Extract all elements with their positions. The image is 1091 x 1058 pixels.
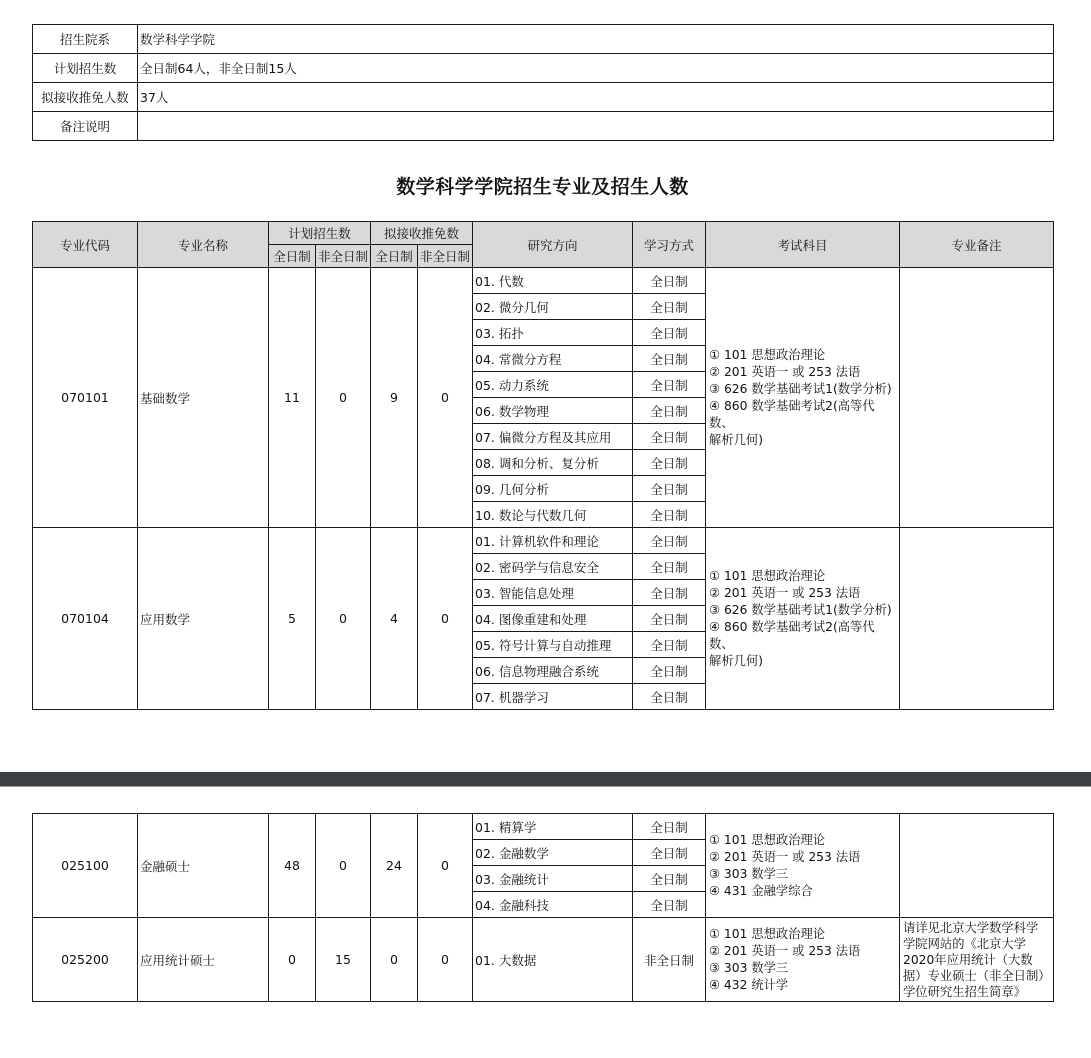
exam-subject-line: ① 101 思想政治理论 [709,347,826,362]
program-name: 应用统计硕士 [138,918,269,1002]
header-exempt: 拟接收推免数 [371,222,473,245]
research-direction: 04. 图像重建和处理 [473,606,633,632]
exam-subject-line: ③ 303 数学三 [709,866,789,881]
exempt-part-count: 0 [418,814,473,918]
exam-subject-line: ① 101 思想政治理论 [709,832,826,847]
program-table-continued [32,813,1054,1002]
exam-subject-line: ② 201 英语一 或 253 法语 [709,849,861,864]
study-mode: 全日制 [633,450,706,476]
info-value [138,112,1054,141]
research-direction: 08. 调和分析、复分析 [473,450,633,476]
plan-part-count: 0 [316,268,371,528]
exempt-full-count: 0 [371,918,418,1002]
exam-subject-line: ② 201 英语一 或 253 法语 [709,585,861,600]
exam-subject-line: ③ 303 数学三 [709,960,789,975]
exam-subjects [706,814,900,918]
research-direction: 10. 数论与代数几何 [473,502,633,528]
exam-subject-line: ④ 860 数学基础考试2(高等代数、 [709,619,875,651]
info-row-department [33,25,1054,54]
plan-full-count: 5 [269,528,316,710]
research-direction: 01. 精算学 [473,814,633,840]
study-mode: 全日制 [633,814,706,840]
program-name: 应用数学 [138,528,269,710]
research-direction: 01. 代数 [473,268,633,294]
info-label: 招生院系 [33,25,138,54]
exempt-part-count: 0 [418,918,473,1002]
program-body-continued [33,814,1054,1002]
program-table [32,221,1054,710]
header-direction: 研究方向 [473,222,633,268]
exam-subject-line: ① 101 思想政治理论 [709,568,826,583]
study-mode: 全日制 [633,658,706,684]
info-row-remarks [33,112,1054,141]
study-mode: 全日制 [633,554,706,580]
exempt-part-count: 0 [418,268,473,528]
program-code: 070101 [33,268,138,528]
research-direction: 04. 常微分方程 [473,346,633,372]
exempt-full-count: 9 [371,268,418,528]
program-name: 金融硕士 [138,814,269,918]
research-direction: 02. 金融数学 [473,840,633,866]
program-body [33,268,1054,710]
study-mode: 全日制 [633,502,706,528]
research-direction: 04. 金融科技 [473,892,633,918]
program-code: 025100 [33,814,138,918]
program-name: 基础数学 [138,268,269,528]
info-label: 拟接收推免人数 [33,83,138,112]
research-direction: 09. 几何分析 [473,476,633,502]
exempt-full-count: 24 [371,814,418,918]
research-direction: 07. 偏微分方程及其应用 [473,424,633,450]
study-mode: 全日制 [633,398,706,424]
study-mode: 全日制 [633,346,706,372]
exam-subject-line: 解析几何) [709,653,764,668]
info-label: 备注说明 [33,112,138,141]
exam-subject-line: 解析几何) [709,432,764,447]
table-row [33,918,1054,1002]
exam-subject-line: ④ 431 金融学综合 [709,883,813,898]
plan-part-count: 0 [316,528,371,710]
study-mode: 全日制 [633,580,706,606]
exam-subject-line: ② 201 英语一 或 253 法语 [709,364,861,379]
exam-subject-line: ① 101 思想政治理论 [709,926,826,941]
program-note [900,814,1054,918]
exam-subjects [706,268,900,528]
research-direction: 03. 智能信息处理 [473,580,633,606]
research-direction: 02. 密码学与信息安全 [473,554,633,580]
program-note: 请详见北京大学数学科学学院网站的《北京大学2020年应用统计（大数据）专业硕士（非全日制）学位研究生招生简章》 [900,918,1054,1002]
exam-subject-line: ② 201 英语一 或 253 法语 [709,943,861,958]
header-exam: 考试科目 [706,222,900,268]
research-direction: 06. 数学物理 [473,398,633,424]
info-row-plan [33,54,1054,83]
info-label: 计划招生数 [33,54,138,83]
exam-subject-line: ④ 860 数学基础考试2(高等代数、 [709,398,875,430]
exam-subject-line: ③ 626 数学基础考试1(数学分析) [709,602,892,617]
info-value: 全日制64人，非全日制15人 [138,54,1054,83]
exam-subjects [706,918,900,1002]
study-mode: 全日制 [633,528,706,554]
program-code: 025200 [33,918,138,1002]
research-direction: 01. 计算机软件和理论 [473,528,633,554]
header-plan-part: 非全日制 [316,245,371,268]
header-exempt-part: 非全日制 [418,245,473,268]
study-mode: 非全日制 [633,918,706,1002]
research-direction: 03. 金融统计 [473,866,633,892]
study-mode: 全日制 [633,606,706,632]
research-direction: 05. 符号计算与自动推理 [473,632,633,658]
study-mode: 全日制 [633,424,706,450]
study-mode: 全日制 [633,632,706,658]
study-mode: 全日制 [633,866,706,892]
exam-subject-line: ④ 432 统计学 [709,977,789,992]
study-mode: 全日制 [633,268,706,294]
exempt-part-count: 0 [418,528,473,710]
exempt-full-count: 4 [371,528,418,710]
study-mode: 全日制 [633,684,706,710]
study-mode: 全日制 [633,840,706,866]
plan-full-count: 0 [269,918,316,1002]
header-plan-full: 全日制 [269,245,316,268]
table-row [33,528,1054,554]
research-direction: 02. 微分几何 [473,294,633,320]
research-direction: 05. 动力系统 [473,372,633,398]
plan-part-count: 15 [316,918,371,1002]
plan-part-count: 0 [316,814,371,918]
research-direction: 07. 机器学习 [473,684,633,710]
page-title: 数学科学学院招生专业及招生人数 [396,176,689,198]
study-mode: 全日制 [633,372,706,398]
header-note: 专业备注 [900,222,1054,268]
plan-full-count: 48 [269,814,316,918]
info-value: 数学科学学院 [138,25,1054,54]
exam-subject-line: ③ 626 数学基础考试1(数学分析) [709,381,892,396]
study-mode: 全日制 [633,294,706,320]
table-row [33,814,1054,840]
header-row [33,222,1054,245]
info-value: 37人 [138,83,1054,112]
program-note [900,528,1054,710]
table-row [33,268,1054,294]
research-direction: 01. 大数据 [473,918,633,1002]
page-divider [0,772,1091,787]
study-mode: 全日制 [633,320,706,346]
study-mode: 全日制 [633,476,706,502]
research-direction: 06. 信息物理融合系统 [473,658,633,684]
header-code: 专业代码 [33,222,138,268]
header-exempt-full: 全日制 [371,245,418,268]
header-mode: 学习方式 [633,222,706,268]
header-plan: 计划招生数 [269,222,371,245]
exam-subjects [706,528,900,710]
info-table [32,24,1054,141]
study-mode: 全日制 [633,892,706,918]
program-note [900,268,1054,528]
program-code: 070104 [33,528,138,710]
header-name: 专业名称 [138,222,269,268]
info-row-exempt [33,83,1054,112]
plan-full-count: 11 [269,268,316,528]
research-direction: 03. 拓扑 [473,320,633,346]
